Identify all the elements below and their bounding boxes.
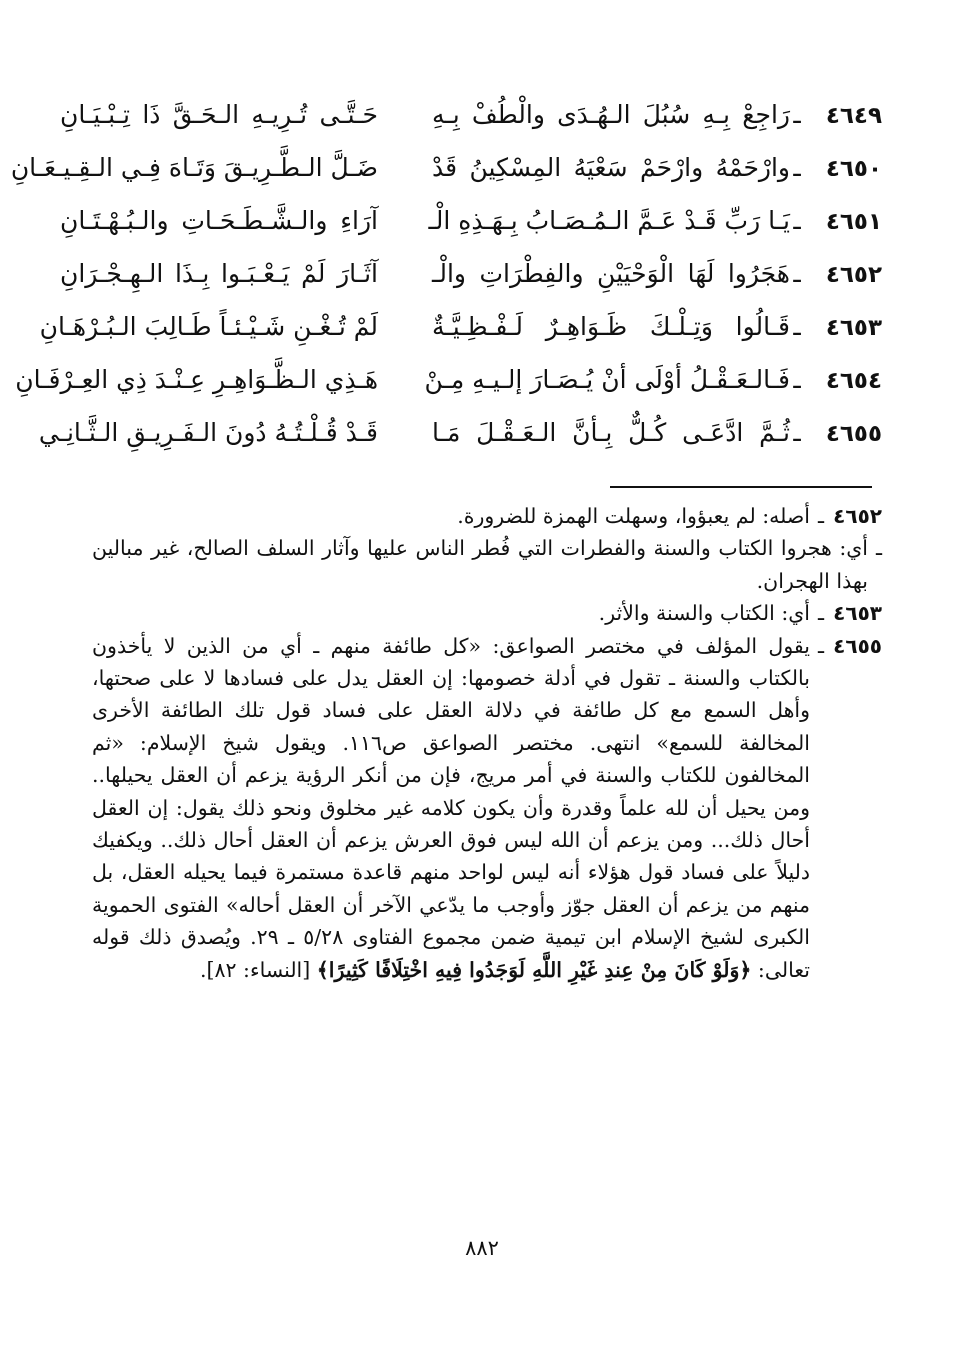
footnote-dash: ـ <box>817 601 824 626</box>
verse-dash: ـ <box>793 259 801 288</box>
footnote-dash: ـ <box>875 536 882 561</box>
verse-dash: ـ <box>793 206 801 235</box>
verse-first-hemistich: رَاجِعْ بِـهِ سُبُلَ الـهُـدَى والْطُفْ بِـهِ <box>432 100 790 129</box>
footnote-number: ٤٦٥٢ <box>833 504 882 528</box>
footnote-dash: ـ <box>817 504 824 528</box>
verse-dash: ـ <box>793 418 801 447</box>
verse-first-hemistich: فَـالـعَـقْـلُ أوْلَى أنْ يُـصَـارَ إلـيـهِ مِـنْ <box>424 365 790 394</box>
verse-second-hemistich: ضَـلَّ الـطَّـرِيـقَ وَتَـاهَ فِـي الـقِـيـعَـانِ <box>10 153 378 182</box>
footnote-separator <box>610 486 872 488</box>
verse-second-hemistich: قَـدْ قُـلْـتُـهُ دُونَ الـفَـرِيـقِ الـثَّـانِـي <box>38 418 378 447</box>
footnote-text: أصله: لم يعبؤوا، وسهلت الهمزة للضرورة. <box>457 504 810 528</box>
verse-dash: ـ <box>793 365 801 394</box>
verse-second-hemistich: آرَاءِ والـشَّـطَـحَـاتِ والـبُـهْـتَـانِ <box>60 206 378 235</box>
verse-first-hemistich: هَجَرُوا لَهَا الْوَحْيَيْنِ والفِطْرَاتِ والْـ <box>432 259 790 288</box>
verse-number: ٤٦٥٢ <box>825 262 882 288</box>
verse-second-hemistich: لَمْ تُـغْـنِ شَـيْـئـاً طَـالِبَ الـبُـرْهَـانِ <box>39 312 378 341</box>
page-number: ٨٨٢ <box>465 1236 499 1260</box>
verse-4653 <box>39 312 882 365</box>
verse-number: ٤٦٤٩ <box>825 103 882 129</box>
footnote-text: أي: هجروا الكتاب والسنة والفطرات التي فُطر الناس عليها وآثار السلف الصالح، غير مبالين بهذا الهجران. <box>92 536 868 593</box>
verse-first-hemistich: قَـالُوا وَتِـلْـكَ ظَـوَاهِـرٌ لَـفْـظِـيَّـةٌ <box>432 312 790 341</box>
verse-first-hemistich: وارْحَمْهُ وارْحَمْ سَعْيَهُ المِسْكِينُ قَدْ <box>432 153 790 182</box>
verse-number: ٤٦٥٠ <box>825 156 882 182</box>
verse-first-hemistich: ثُـمَّ ادَّعَـى كُـلٌّ بِـأنَّ الـعَـقْـلَ مَـا <box>432 418 790 447</box>
footnote-text: أي: الكتاب والسنة والأثر. <box>598 601 810 626</box>
footnote-body <box>92 630 810 986</box>
footnote-dash: ـ <box>817 633 824 658</box>
verse-number: ٤٦٥٤ <box>825 368 882 394</box>
verse-dash: ـ <box>793 312 801 341</box>
verse-first-hemistich: يَـا رَبِّ قَـدْ عَـمَّ الـمُـصَـابُ بِـهَـذِهِ الْـ <box>428 206 790 235</box>
verse-second-hemistich: هَـذِي الـظَّـوَاهِـرِ عِـنْـدَ ذِي العِـرْفَـانِ <box>15 365 378 394</box>
footnote-4653 <box>92 597 882 629</box>
footnote-number: ٤٦٥٣ <box>833 601 882 626</box>
verse-second-hemistich: حَـتَّـى تُـرِيـهِ الـحَـقَّ ذَا تِـبْـيَـانِ <box>60 100 378 129</box>
verse-4652 <box>60 259 882 312</box>
verse-4651 <box>60 206 882 259</box>
footnote-text: يقول المؤلف في مختصر الصواعق: «كل طائفة منهم ـ أي من الذين لا يأخذون بالكتاب والسنة ـ تقول في أدلة خصومها: إن العقل يدل على فسادها لا على صحتها، وأهل السمع مع كل طائفة في دلالة العقل على فساد قول تلك الطائفة الأخرى المخالفة للسمع» انتهى. مختصر الصواعق ص١١٦. ويقول شيخ الإسلام: «ثم المخالفون للكتاب والسنة في أمر مريج، فإن من أنكر الرؤية يزعم أن العقل يحيلها.. ومن يحيل أن لله علماً وقدرة وأن يكون كلامه غير مخلوق ونحو ذلك يقول: إن العقل أحال ذلك... ومن يزعم أن الله ليس فوق العرش يزعم أن العقل أحال ذلك.. ويكفيك دليلاً على فساد قول هؤلاء أنه ليس لواحد منهم قاعدة مستمرة فيما يحيله العقل، بل منهم من يزعم أن العقل جوّز وأوجب ما يدّعي الآخر أن العقل أحاله» الفتوى الحموية الكبرى لشيخ الإسلام ابن تيمية ضمن مجموع الفتاوى ٥/٢٨ ـ ٢٩. ويُصدق ذلك قوله تعالى: <box>92 633 811 982</box>
footnote-4652-continued <box>92 532 882 597</box>
verse-4650 <box>10 153 882 206</box>
footnote-4652 <box>92 500 882 532</box>
verse-dash: ـ <box>793 153 801 182</box>
verse-number: ٤٦٥٥ <box>825 421 882 447</box>
verse-number: ٤٦٥١ <box>825 209 882 235</box>
quran-reference: [النساء: ٨٢]. <box>199 957 311 982</box>
verse-4655 <box>38 418 882 471</box>
quran-verse: ﴿وَلَوْ كَانَ مِنْ عِندِ غَيْرِ اللَّهِ لَوَجَدُوا فِيهِ اخْتِلَافًا كَثِيرًا﴾ <box>316 957 752 982</box>
verse-number: ٤٦٥٣ <box>825 315 882 341</box>
poem-verses <box>10 100 882 471</box>
verse-dash: ـ <box>793 100 801 129</box>
footnote-number: ٤٦٥٥ <box>833 633 882 658</box>
verse-second-hemistich: آثَـارَ لَمْ يَـعْـبَـوا بِـذَا الـهِـجْـرَانِ <box>60 259 378 288</box>
footnotes <box>92 500 882 986</box>
footnote-4655 <box>92 630 882 986</box>
verse-4649 <box>60 100 882 153</box>
verse-4654 <box>15 365 882 418</box>
